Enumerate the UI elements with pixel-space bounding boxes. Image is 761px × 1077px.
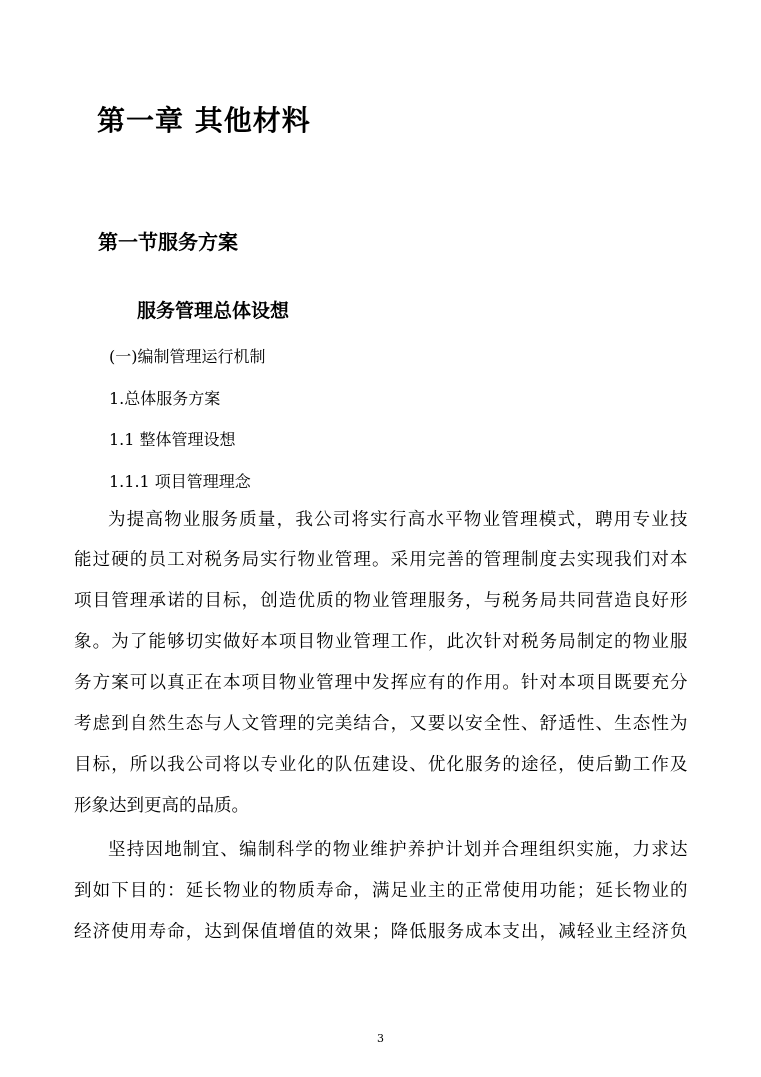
paragraph-2-line: 坚持因地制宜、编制科学的物业维护养护计划并合理组织实施，力求达: [108, 840, 689, 860]
section-title: 第一节服务方案: [98, 230, 238, 254]
paragraph-1-line: 项目管理承诺的目标，创造优质的物业管理服务，与税务局共同营造良好形: [74, 591, 689, 611]
subsection-title: 服务管理总体设想: [137, 300, 290, 322]
heading-project-philosophy: 1.1.1 项目管理理念: [109, 472, 251, 491]
paragraph-2-line: 经济使用寿命，达到保值增值的效果；降低服务成本支出，减轻业主经济负: [74, 922, 689, 942]
paragraph-1-line: 务方案可以真正在本项目物业管理中发挥应有的作用。针对本项目既要充分: [74, 673, 689, 693]
paragraph-1-line: 考虑到自然生态与人文管理的完美结合，又要以安全性、舒适性、生态性为: [74, 714, 689, 734]
heading-management-concept: 1.1 整体管理设想: [109, 430, 236, 449]
paragraph-2-line: 到如下目的：延长物业的物质寿命，满足业主的正常使用功能；延长物业的: [74, 881, 689, 901]
paragraph-1-line: 目标，所以我公司将以专业化的队伍建设、优化服务的途径，使后勤工作及: [74, 755, 689, 775]
paragraph-1-line: 形象达到更高的品质。: [74, 796, 249, 816]
heading-overall-plan: 1.总体服务方案: [109, 389, 221, 408]
paragraph-1-line: 能过硬的员工对税务局实行物业管理。采用完善的管理制度去实现我们对本: [74, 550, 689, 570]
heading-mechanism: (一)编制管理运行机制: [109, 347, 266, 366]
paragraph-1-line: 为提高物业服务质量，我公司将实行高水平物业管理模式，聘用专业技: [108, 510, 689, 530]
page-number: 3: [377, 1032, 384, 1045]
paragraph-1-line: 象。为了能够切实做好本项目物业管理工作，此次针对税务局制定的物业服: [74, 632, 689, 652]
chapter-title: 第一章 其他材料: [97, 104, 311, 137]
